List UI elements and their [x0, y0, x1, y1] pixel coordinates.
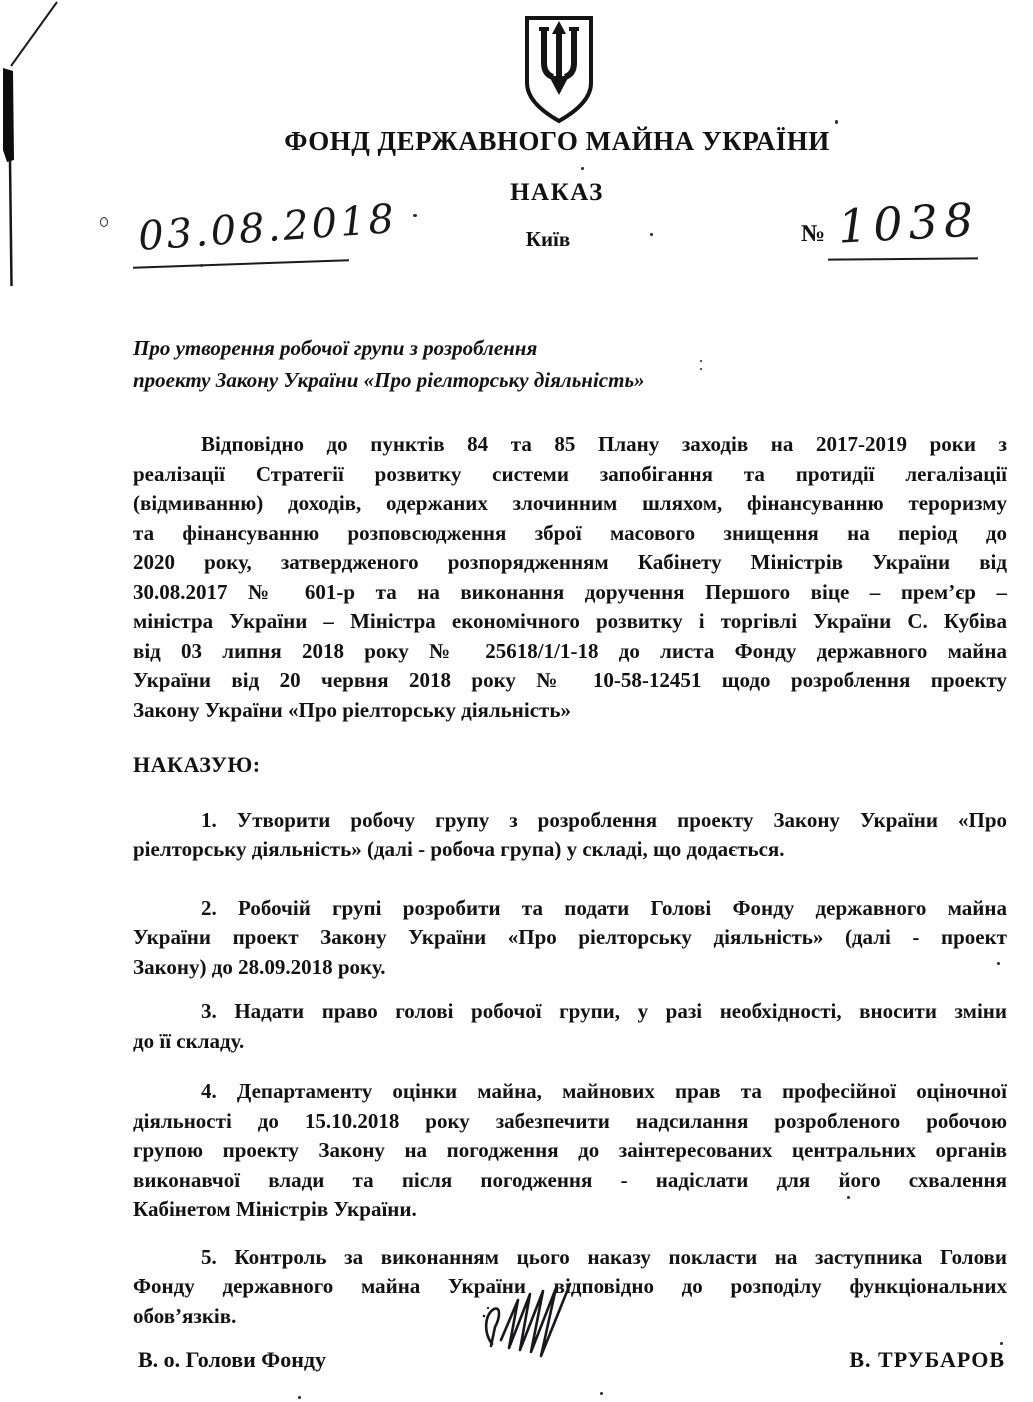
scan-speck: [298, 1396, 301, 1399]
text-line: 3. Надати право голові робочої групи, у разі необхідності, вносити зміни: [201, 999, 1007, 1023]
text-line: від 03 липня 2018 року № 25618/1/1-18 до листа Фонду державного майна: [133, 638, 1007, 663]
text-line: 2020 року, затвердженого розпорядженням Кабінету Міністрів України від: [133, 550, 1007, 574]
text-line: ріелторську діяльність» (далі - робоча група) у складі, що додається.: [133, 837, 785, 861]
signature-ink: [478, 1280, 623, 1370]
order-item-1: [133, 806, 1007, 865]
text-line: Відповідно до пунктів 84 та 85 Плану заходів на 2017-2019 роки з: [201, 432, 1007, 456]
signer-name: В. ТРУБАРОВ: [849, 1347, 1005, 1372]
scan-speck: [413, 214, 417, 217]
text-line: 1. Утворити робочу групу з розроблення проекту Закону України «Про: [201, 807, 1007, 832]
text-line: України проект Закону України «Про ріелторську діяльність» (далі - проект: [133, 925, 1007, 949]
scan-speck: [200, 264, 203, 267]
scan-speck: [1000, 1342, 1003, 1345]
scan-speck: [581, 167, 584, 170]
order-item-4: [133, 1077, 1007, 1225]
preamble-paragraph: [133, 430, 1007, 725]
order-item-2: [133, 894, 1007, 983]
scan-speck: [700, 360, 702, 362]
scan-speck: [100, 217, 108, 227]
text-line: Фонду державного майна України відповідно до розподілу функціональних: [133, 1274, 1007, 1298]
text-line: до її складу.: [133, 1028, 245, 1053]
text-line: та фінансуванню розповсюдження зброї масового знищення на період до: [133, 520, 1007, 545]
text-line: 30.08.2017 № 601-р та на виконання доручення Першого віце – прем’єр –: [133, 579, 1007, 604]
text-line: 2. Робочій групі розробити та подати Голові Фонду державного майна: [201, 895, 1007, 920]
text-line: України від 20 червня 2018 року № 10-58-12451 щодо розроблення проекту: [133, 668, 1007, 692]
text-line: проекту Закону України «Про ріелторську діяльність»: [133, 368, 645, 392]
scan-speck: [700, 368, 702, 370]
text-line: групою проекту Закону на погодження до заінтересованих центральних органів: [133, 1138, 1007, 1162]
signer-position: В. о. Голови Фонду: [138, 1347, 326, 1372]
city-label: Київ: [525, 227, 571, 251]
document-body: [133, 332, 1007, 1385]
date-underline: [133, 259, 349, 269]
doc-number-handwritten: 1038: [836, 192, 981, 254]
scan-speck: [650, 233, 653, 236]
ukraine-trident-emblem: [518, 14, 600, 126]
text-line: діяльності до 15.10.2018 року забезпечити надсилання розробленого робочою: [133, 1108, 1007, 1133]
text-line: реалізації Стратегії розвитку системи запобігання та протидії легалізації: [133, 461, 1007, 486]
scan-speck: [835, 120, 838, 124]
text-line: Закону) до 28.09.2018 року.: [133, 954, 386, 979]
scan-speck: [600, 1392, 603, 1395]
text-line: Закону України «Про ріелторську діяльність»: [133, 697, 571, 722]
order-heading: НАКАЗУЮ:: [133, 752, 261, 777]
text-line: міністра України – Міністра економічного розвитку і торгівлі України С. Кубіва: [133, 609, 1007, 633]
scan-speck: [847, 1196, 850, 1199]
order-item-3: [133, 997, 1007, 1056]
org-name: ФОНД ДЕРЖАВНОГО МАЙНА УКРАЇНИ: [284, 126, 830, 156]
text-line: обов’язків.: [133, 1303, 237, 1328]
doc-number-label: №: [801, 221, 826, 247]
text-line: виконавчої влади та після погодження - надіслати для його схвалення: [133, 1167, 1007, 1192]
text-line: (відмиванню) доходів, одержаних злочинним шляхом, фінансуванню тероризму: [133, 491, 1007, 515]
text-line: 5. Контроль за виконанням цього наказу покласти на заступника Голови: [201, 1244, 1007, 1269]
subject-paragraph: [133, 332, 1007, 396]
text-line: Про утворення робочої групи з розроблення: [133, 336, 538, 360]
text-line: Кабінетом Міністрів України.: [133, 1197, 417, 1221]
date-handwritten: 03.08.2018: [136, 196, 399, 260]
scan-artifact-fold: [0, 0, 130, 300]
scan-speck: [997, 962, 1000, 965]
doc-number-underline: [828, 257, 978, 260]
text-line: 4. Департаменту оцінки майна, майнових прав та професійної оціночної: [201, 1079, 1007, 1103]
doc-type-title: НАКАЗ: [510, 179, 604, 206]
